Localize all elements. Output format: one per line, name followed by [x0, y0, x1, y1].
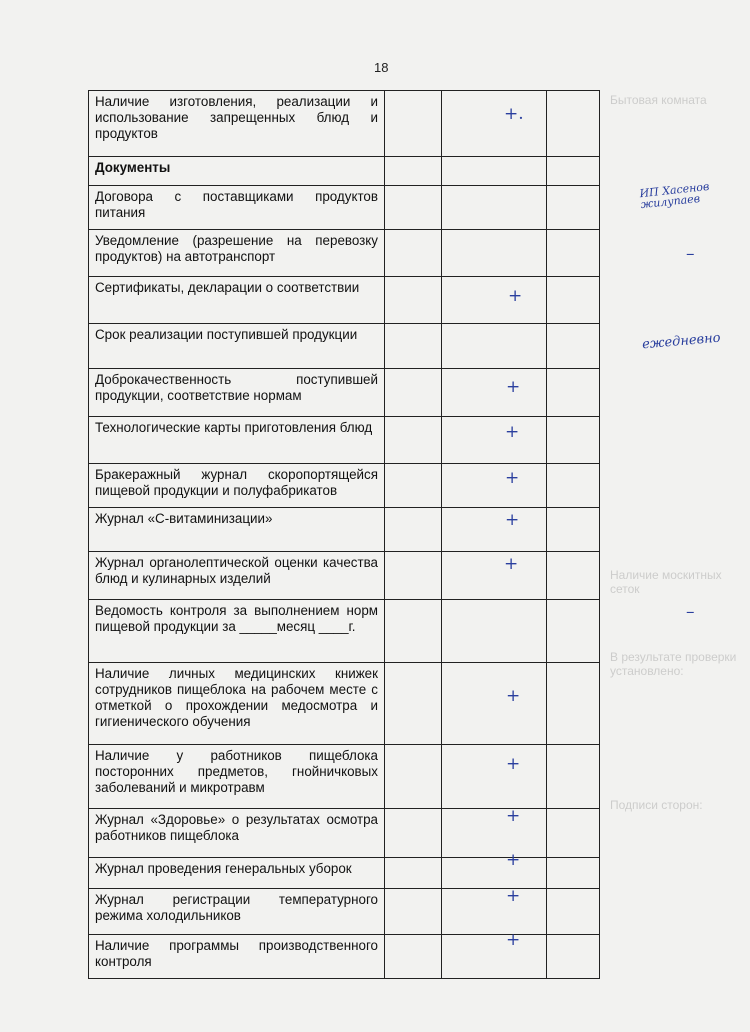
- criterion-label: Ведомость контроля за выполнением норм пищевой продукции за _____месяц ____г.: [89, 600, 385, 663]
- table-row: [89, 745, 600, 809]
- criterion-label: Технологические карты приготовления блюд: [89, 417, 385, 464]
- table-row: [89, 464, 600, 508]
- table-row: [89, 809, 600, 858]
- handwritten-check-mark: +: [506, 806, 521, 826]
- table-row: [89, 369, 600, 417]
- criterion-label: Наличие у работников пищеблока посторонних предметов, гнойничковых заболеваний и микротравм: [89, 745, 385, 809]
- criterion-label: Наличие программы производственного контроля: [89, 935, 385, 979]
- table-row: [89, 858, 600, 889]
- handwritten-check-mark: +: [505, 422, 520, 442]
- table-row: [89, 552, 600, 600]
- criterion-label: Журнал «С-витаминизации»: [89, 508, 385, 552]
- section-title: Документы: [89, 157, 385, 186]
- handwritten-check-mark: +: [505, 468, 520, 488]
- checklist-table: [88, 90, 600, 979]
- handwritten-check-mark: +: [505, 510, 520, 530]
- criterion-label: Журнал органолептической оценки качества блюд и кулинарных изделий: [89, 552, 385, 600]
- show-through-text: В результате проверки установлено:: [610, 650, 737, 678]
- show-through-text: Бытовая комната: [610, 93, 707, 107]
- handwritten-check-mark: +: [506, 686, 521, 706]
- criterion-label: Срок реализации поступившей продукции: [89, 324, 385, 369]
- table-row: [89, 230, 600, 277]
- handwritten-check-mark: +: [506, 377, 521, 397]
- criterion-label: Журнал регистрации температурного режима холодильников: [89, 889, 385, 935]
- criterion-label: Уведомление (разрешение на перевозку продуктов) на автотранспорт: [89, 230, 385, 277]
- criterion-label: Журнал «Здоровье» о результатах осмотра работников пищеблока: [89, 809, 385, 858]
- handwritten-dash: –: [686, 244, 695, 264]
- handwritten-check-mark: +.: [504, 104, 524, 124]
- table-row: [89, 186, 600, 230]
- criterion-label: Наличие изготовления, реализации и использование запрещенных блюд и продуктов: [89, 91, 385, 157]
- criterion-label: Сертификаты, декларации о соответствии: [89, 277, 385, 324]
- table-row: [89, 324, 600, 369]
- handwritten-check-mark: +: [508, 286, 523, 306]
- criterion-label: Договора с поставщиками продуктов питания: [89, 186, 385, 230]
- handwritten-dash: –: [686, 602, 695, 622]
- handwritten-check-mark: +: [504, 554, 519, 574]
- handwritten-check-mark: +: [506, 754, 521, 774]
- handwritten-expiry-note: ежедневно: [641, 330, 722, 353]
- show-through-text: Подписи сторон:: [610, 798, 703, 812]
- table-row: [89, 508, 600, 552]
- handwritten-supplier-note: ИП Хасенов жилупаев: [638, 179, 710, 212]
- criterion-label: Доброкачественность поступившей продукции, соответствие нормам: [89, 369, 385, 417]
- table-row: [89, 663, 600, 745]
- section-header-row: [89, 157, 600, 186]
- table-row: [89, 889, 600, 935]
- criterion-label: Бракеражный журнал скоропортящейся пищевой продукции и полуфабрикатов: [89, 464, 385, 508]
- handwritten-check-mark: +: [506, 930, 521, 950]
- table-row: [89, 277, 600, 324]
- criterion-label: Наличие личных медицинских книжек сотрудников пищеблока на рабочем месте с отметкой о прохождении медосмотра и гигиенического обучения: [89, 663, 385, 745]
- handwritten-check-mark: +: [506, 850, 521, 870]
- criterion-label: Журнал проведения генеральных уборок: [89, 858, 385, 889]
- handwritten-check-mark: +: [506, 886, 521, 906]
- table-row: [89, 600, 600, 663]
- page-number: 18: [374, 60, 389, 75]
- table-row: [89, 935, 600, 979]
- show-through-text: Наличие москитных сеток: [610, 568, 722, 596]
- table-row: [89, 417, 600, 464]
